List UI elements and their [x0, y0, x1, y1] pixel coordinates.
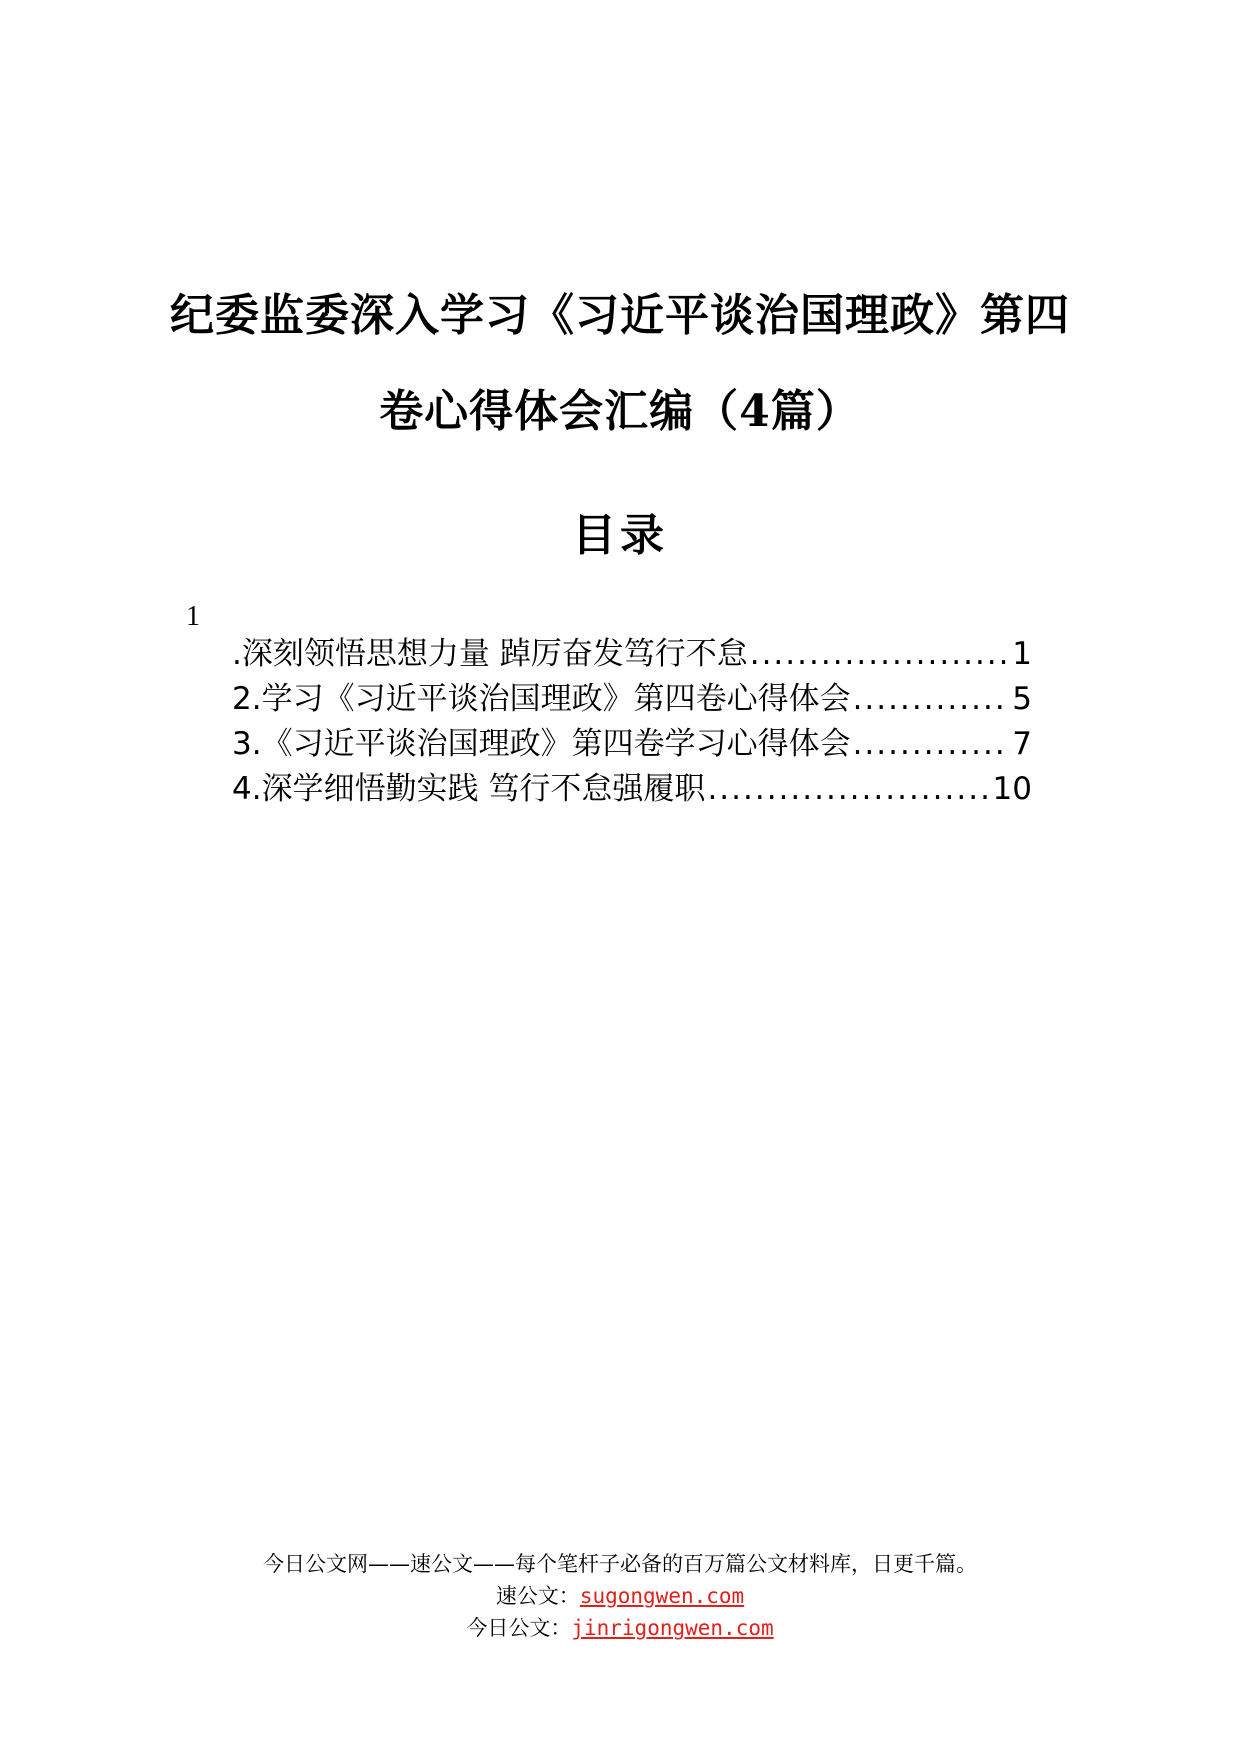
toc-entry[interactable]: [232, 767, 1032, 812]
toc-heading: 目录: [572, 510, 668, 561]
footer-sugongwen-label: 速公文：: [495, 1584, 580, 1608]
toc-entry-title: .深刻领悟思想力量 踔厉奋发笃行不怠: [232, 636, 748, 672]
table-of-contents: [232, 632, 1032, 812]
title-line-2: 卷心得体会汇编（4篇）: [379, 386, 861, 437]
toc-entry-title: 3.《习近平谈治国理政》第四卷学习心得体会: [232, 726, 851, 762]
toc-entry[interactable]: [232, 722, 1032, 767]
toc-dot-leader: [750, 632, 1011, 677]
toc-entry[interactable]: [232, 632, 1032, 677]
sugongwen-link[interactable]: sugongwen.com: [579, 1584, 745, 1608]
toc-page-number: 7: [1012, 726, 1032, 762]
toc-page-number: 10: [992, 771, 1032, 807]
toc-stray-number: 1: [186, 601, 200, 632]
footer-tagline: 今日公文网——速公文——每个笔杆子必备的百万篇公文材料库，日更千篇。: [263, 1552, 977, 1576]
toc-page-number: 1: [1012, 636, 1032, 672]
toc-page-number: 5: [1012, 681, 1032, 717]
footer-sugongwen-row: [0, 1580, 1240, 1612]
toc-entry-title: 2.学习《习近平谈治国理政》第四卷心得体会: [232, 681, 851, 717]
toc-entry[interactable]: [232, 677, 1032, 722]
footer-jinrigongwen-row: [0, 1612, 1240, 1644]
footer-jinrigongwen-label: 今日公文：: [466, 1616, 572, 1640]
toc-dot-leader: [707, 767, 990, 812]
toc-entry-title: 4.深学细悟勤实践 笃行不怠强履职: [232, 771, 706, 807]
toc-dot-leader: [853, 722, 1011, 767]
jinrigongwen-link[interactable]: jinrigongwen.com: [571, 1616, 774, 1640]
page-footer: [0, 1548, 1240, 1644]
title-line-1: 纪委监委深入学习《习近平谈治国理政》第四: [170, 290, 1070, 341]
document-title: [0, 268, 1240, 460]
toc-dot-leader: [853, 677, 1011, 722]
